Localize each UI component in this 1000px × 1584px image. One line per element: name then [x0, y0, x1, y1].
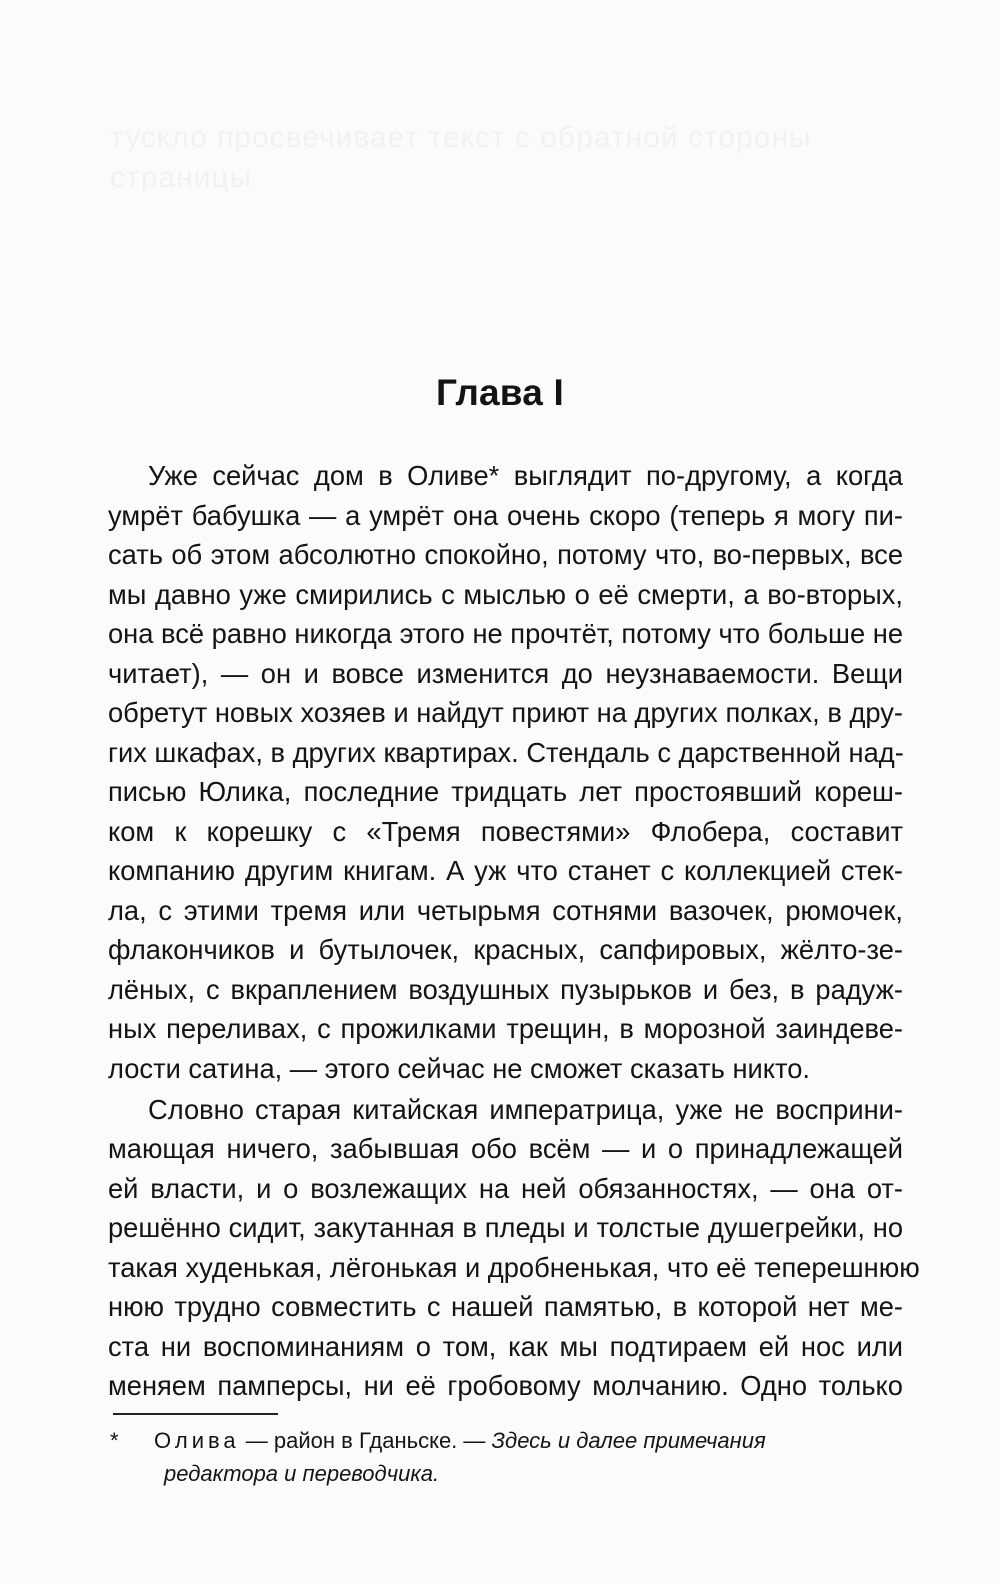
- chapter-title: Глава I: [435, 372, 564, 413]
- footnote-term: Олива: [154, 1428, 240, 1453]
- footnote-divider: [113, 1413, 278, 1415]
- text-line: читает), — он и вовсе изменится до неузнаваемости. Вещи: [108, 658, 903, 689]
- text-line: решённо сидит, закутанная в пледы и толстые душегрейки, но: [108, 1212, 903, 1243]
- footnote-definition: — район в Гданьске. —: [239, 1428, 492, 1453]
- text-line: лости сатина, — этого сейчас не сможет сказать никто.: [108, 1053, 810, 1084]
- text-line: Уже сейчас дом в Оливе* выглядит по-другому, а когда: [148, 460, 903, 491]
- text-line: меняем памперсы, ни её гробовому молчанию. Одно только: [108, 1370, 903, 1401]
- text-line: ком к корешку с «Тремя повестями» Флобера, составит: [108, 816, 903, 847]
- text-line: обретут новых хозяев и найдут приют на других полках, в дру-: [108, 697, 903, 728]
- text-line: гих шкафах, в других квартирах. Стендаль с дарственной над-: [108, 737, 904, 768]
- footnote-line-1: [110, 1425, 905, 1457]
- text-line: нюю трудно совместить с нашей памятью, в которой нет ме-: [108, 1291, 903, 1322]
- text-line: ей власти, и о возлежащих на ней обязанностях, — она от-: [108, 1173, 903, 1204]
- text-line: она всё равно никогда этого не прочтёт, потому что больше не: [108, 618, 903, 649]
- text-line: сать об этом абсолютно спокойно, потому что, во-первых, все: [108, 539, 903, 570]
- text-line: компанию другим книгам. А уж что станет с коллекцией стек-: [108, 855, 903, 886]
- text-line: писью Юлика, последние тридцать лет простоявший кореш-: [108, 776, 903, 807]
- text-line: ста ни воспоминаниям о том, как мы подтираем ей нос или: [108, 1331, 903, 1362]
- text-line: флакончиков и бутылочек, красных, сапфировых, жёлто-зе-: [108, 934, 903, 965]
- text-line: такая худенькая, лёгонькая и дробненькая, что её теперешнюю: [108, 1252, 920, 1283]
- text-line: Словно старая китайская императрица, уже не восприни-: [148, 1094, 903, 1125]
- text-line: умрёт бабушка — а умрёт она очень скоро (теперь я могу пи-: [108, 500, 903, 531]
- text-line: ных переливах, с прожилками трещин, в морозной заиндеве-: [108, 1013, 903, 1044]
- footnote-line-2: редактора и переводчика.: [164, 1461, 440, 1486]
- text-line: мающая ничего, забывшая обо всём — и о принадлежащей: [108, 1133, 903, 1164]
- text-line: ла, с этими тремя или четырьмя сотнями вазочек, рюмочек,: [108, 895, 903, 926]
- text-line: лёных, с вкраплением воздушных пузырьков и без, в радуж-: [108, 974, 903, 1005]
- footnote-note: Здесь и далее примечания: [491, 1428, 766, 1453]
- text-line: мы давно уже смирились с мыслью о её смерти, а во-вторых,: [108, 579, 903, 610]
- footnote-marker: *: [110, 1428, 119, 1453]
